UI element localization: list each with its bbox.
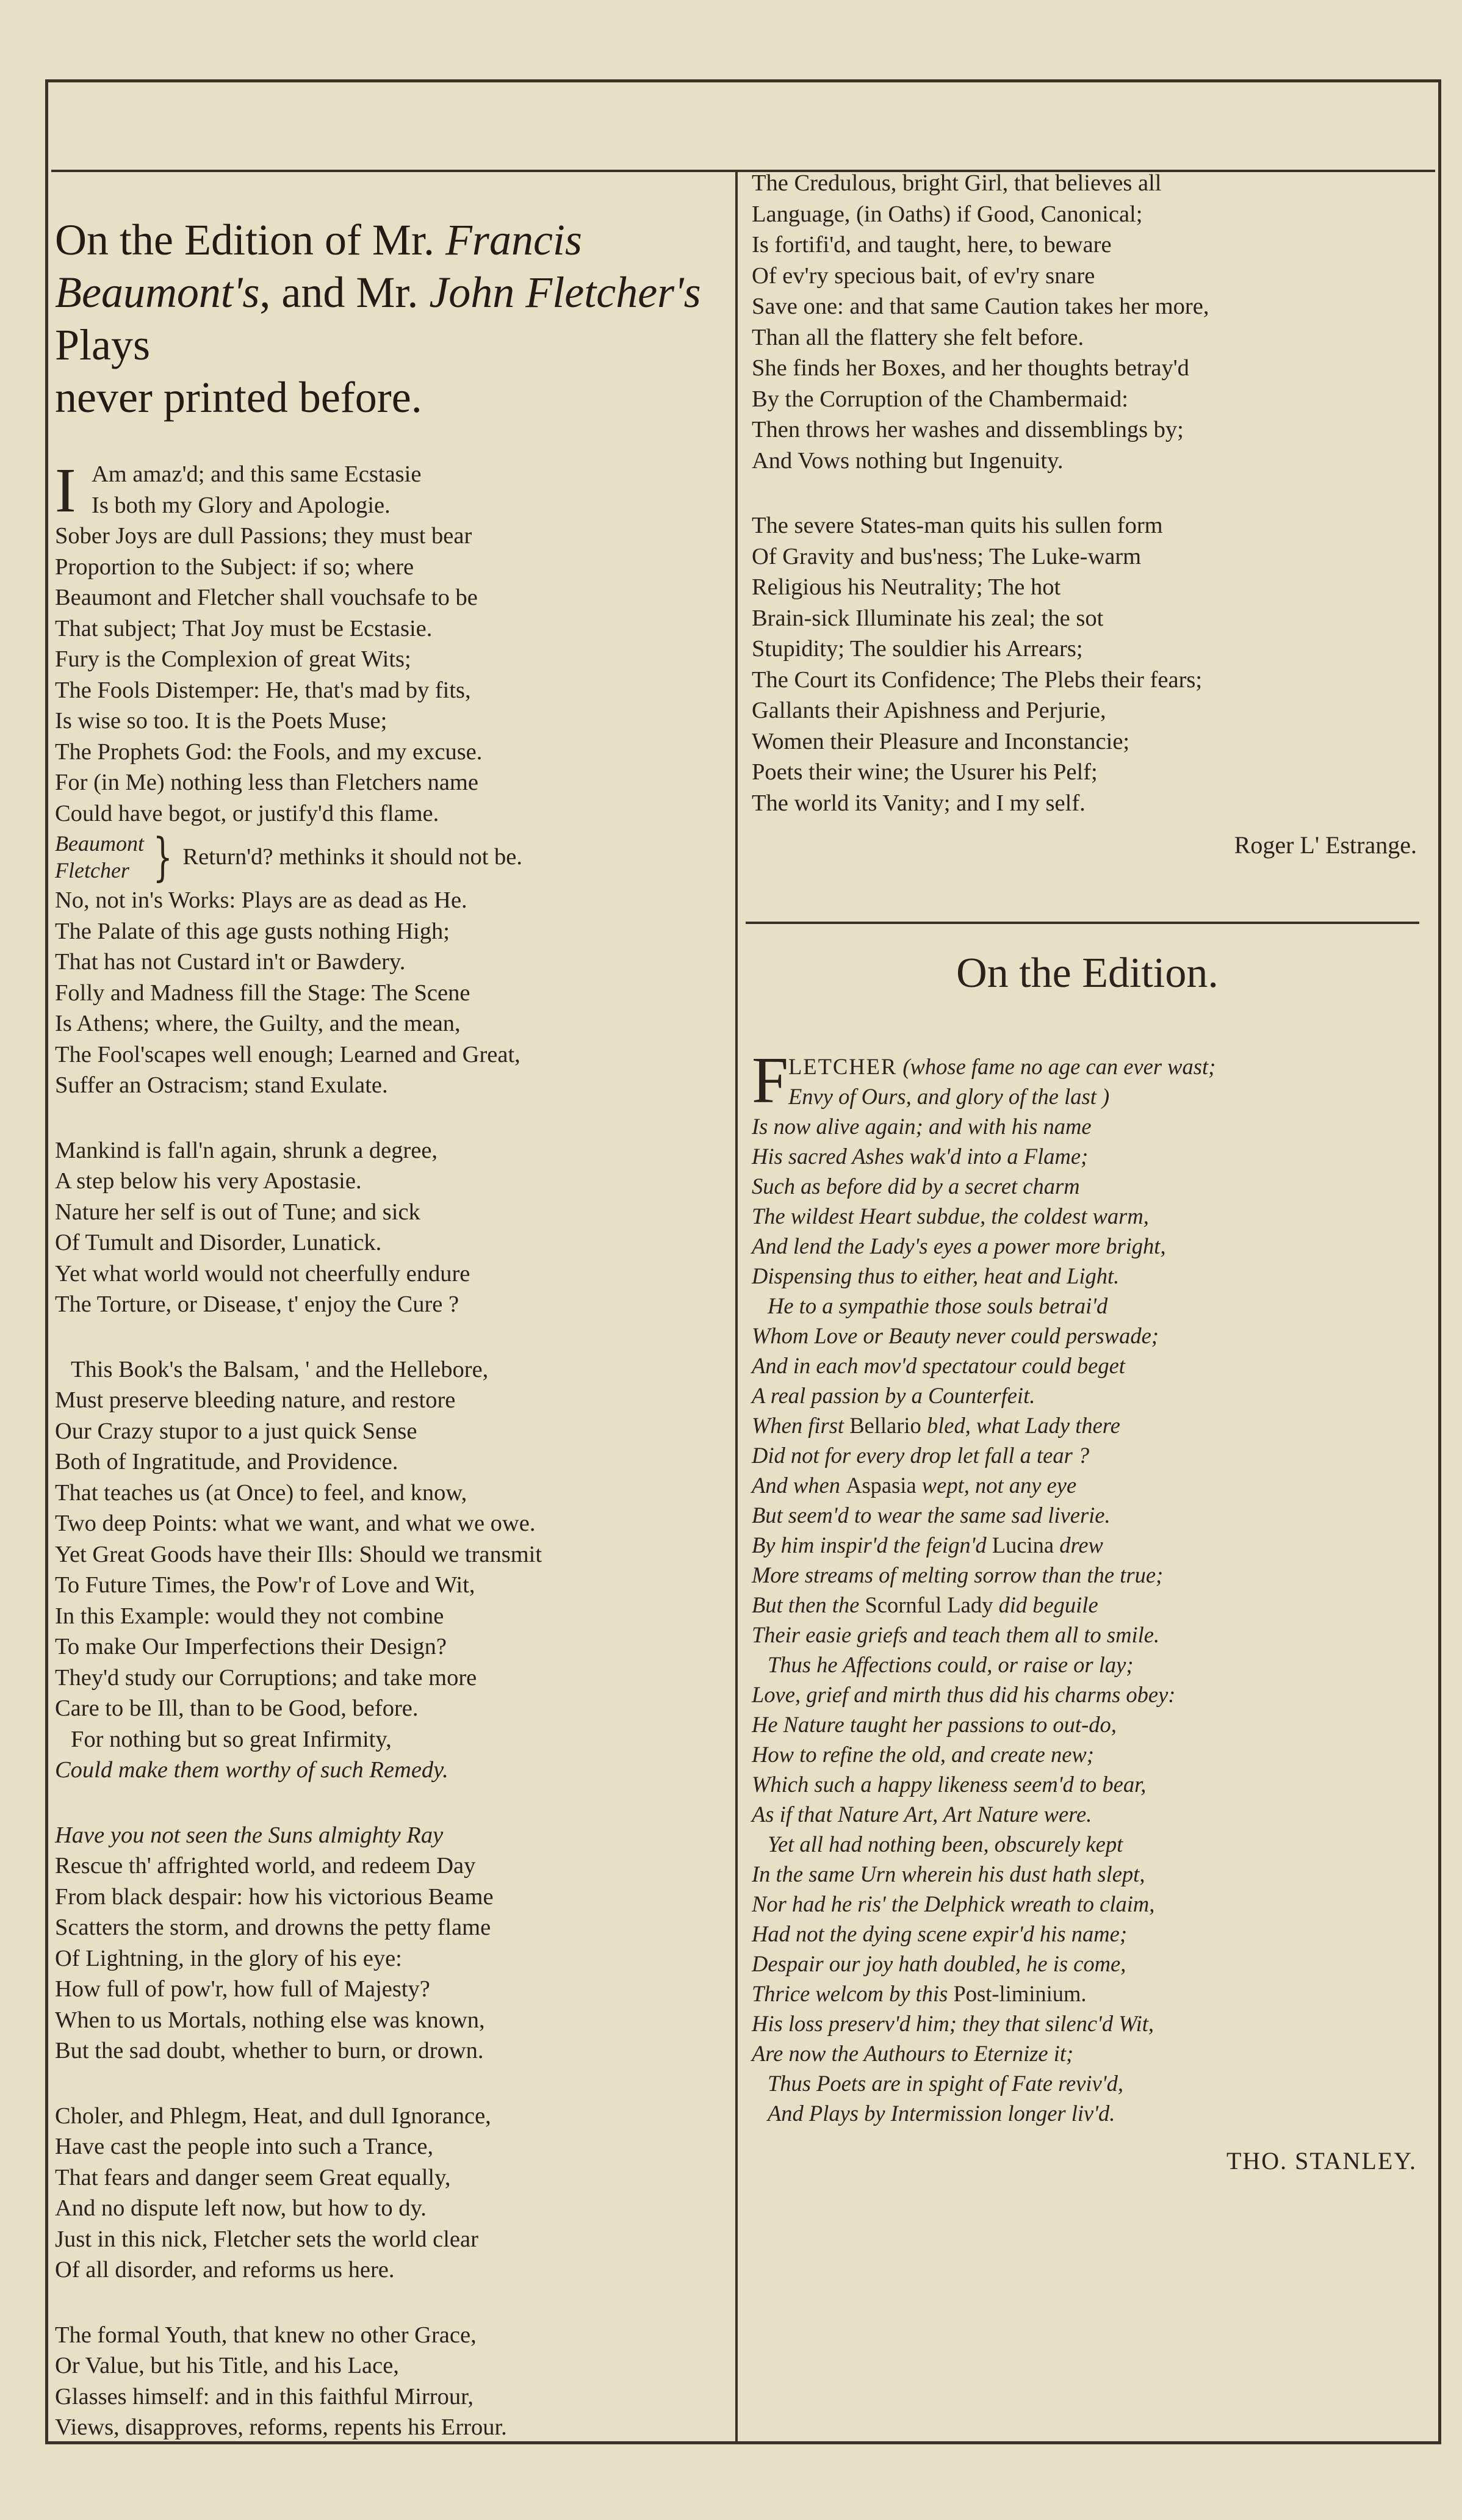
poem-line: Despair our joy hath doubled, he is come, (752, 1951, 1126, 1976)
poem-line: Nature her self is out of Tune; and sick (55, 1199, 420, 1225)
poem-line: Whom Love or Beauty never could perswade; (752, 1323, 1159, 1348)
poem-line: Could make them worthy of such Remedy. (55, 1757, 448, 1783)
signature: THO. STANLEY. (1226, 2147, 1417, 2175)
poem-line: In this Example: would they not combine (55, 1603, 444, 1629)
poem-line: Folly and Madness fill the Stage: The Scene (55, 980, 470, 1006)
drop-cap: F (752, 1044, 789, 1117)
poem-line: Suffer an Ostracism; stand Exulate. (55, 1072, 388, 1098)
poem-line: A step below his very Apostasie. (55, 1168, 362, 1194)
poem-line: Of Tumult and Disorder, Lunatick. (55, 1230, 382, 1255)
poem-line: Must preserve bleeding nature, and restore (55, 1387, 456, 1413)
poem-line: Of all disorder, and reforms us here. (55, 2257, 395, 2283)
poem-line: Stupidity; The souldier his Arrears; (752, 636, 1083, 662)
poem-line: Brain-sick Illuminate his zeal; the sot (752, 605, 1104, 631)
poem-line: Are now the Authours to Eternize it; (752, 2041, 1074, 2066)
poem-line: He to a sympathie those souls betrai'd (768, 1293, 1108, 1318)
stanza-6 (55, 2320, 726, 2443)
poem-line: For nothing but so great Infirmity, (71, 1726, 392, 1752)
section-title: On the Edition. (956, 950, 1219, 997)
poem-line: Have you not seen the Suns almighty Ray (55, 1822, 444, 1848)
section-divider (746, 922, 1419, 924)
poem-line: Care to be Ill, than to be Good, before. (55, 1695, 419, 1721)
poem-line: How full of pow'r, how full of Majesty? (55, 1976, 430, 2002)
poem-line: He Nature taught her passions to out-do, (752, 1712, 1117, 1737)
poem-line: By him inspir'd the feign'd Lucina drew (752, 1533, 1103, 1558)
poem-line: Religious his Neutrality; The hot (752, 574, 1061, 600)
stanza-3 (55, 1354, 726, 1786)
poem-line: Our Crazy stupor to a just quick Sense (55, 1418, 417, 1444)
poem-line: The Torture, or Disease, t' enjoy the Cure ? (55, 1291, 459, 1317)
poem-line: Fury is the Complexion of great Wits; (55, 646, 411, 672)
poem-line: And when Aspasia wept, not any eye (752, 1473, 1077, 1498)
poem-line: Is fortifi'd, and taught, here, to beware (752, 232, 1112, 258)
brace-icon: } (153, 827, 173, 887)
poem-line: They'd study our Corruptions; and take more (55, 1664, 477, 1691)
drop-cap-block (752, 1044, 1423, 1117)
poem-line: Language, (in Oaths) if Good, Canonical; (752, 201, 1143, 227)
poem-line: This Book's the Balsam, ' and the Hellebore, (71, 1356, 489, 1382)
bracketed-names: Beaumont Fletcher (55, 831, 144, 883)
poem-line: The Prophets God: the Fools, and my excuse. (55, 738, 483, 765)
poem-line: Views, disapproves, reforms, repents his Errour. (55, 2414, 507, 2440)
poem-line: Or Value, but his Title, and his Lace, (55, 2353, 399, 2378)
poem-line: Is both my Glory and Apologie. (92, 492, 391, 518)
poem-line: Yet Great Goods have their Ills: Should we transmit (55, 1541, 542, 1567)
right-column-bottom (752, 949, 1423, 2175)
poem-line: And Plays by Intermission longer liv'd. (768, 2101, 1115, 2126)
stanza-1 (55, 455, 726, 1101)
stanza-5 (55, 2101, 726, 2286)
poem-line: His loss preserv'd him; they that silenc'd Wit, (752, 2011, 1154, 2036)
poem-line: The formal Youth, that knew no other Grace, (55, 2322, 477, 2348)
poem-line: The Fool'scapes well enough; Learned and Great, (55, 1041, 520, 1067)
poem-line: No, not in's Works: Plays are as dead as He. (55, 887, 467, 913)
poem-line: Had not the dying scene expir'd his name; (752, 1921, 1127, 1946)
poem-line: She finds her Boxes, and her thoughts betray'd (752, 355, 1189, 381)
poem-line: When to us Mortals, nothing else was known, (55, 2007, 485, 2033)
poem-line: Than all the flattery she felt before. (752, 324, 1084, 350)
poem-line: Is Athens; where, the Guilty, and the mean, (55, 1011, 461, 1036)
poem-line: The Credulous, bright Girl, that believes all (752, 170, 1162, 196)
poem-line: Save one: and that same Caution takes her more, (752, 294, 1209, 319)
poem-title: On the Edition of Mr. Francis Beaumont's, and Mr. John Fletcher's Plays never printed before. (55, 215, 701, 422)
poem-line: Such as before did by a secret charm (752, 1174, 1080, 1199)
poem-line: In the same Urn wherein his dust hath slept, (752, 1861, 1145, 1886)
poem-line: When first Bellario bled, what Lady there (752, 1413, 1120, 1438)
poem-line: Thus Poets are in spight of Fate reviv'd, (768, 2071, 1123, 2096)
bracketed-names-line: Beaumont Fletcher } Return'd? methinks it should not be. (55, 827, 522, 887)
poem-line: For (in Me) nothing less than Fletchers name (55, 770, 478, 795)
poem-line: Then throws her washes and dissemblings by; (752, 417, 1184, 442)
column-divider (735, 172, 738, 2441)
poem-line: Which such a happy likeness seem'd to bear, (752, 1772, 1147, 1797)
poem-line: But seem'd to wear the same sad liverie. (752, 1503, 1111, 1528)
poem-line: Nor had he ris' the Delphick wreath to claim, (752, 1891, 1155, 1916)
poem-line: Am amaz'd; and this same Ecstasie (92, 461, 422, 487)
poem-line: How to refine the old, and create new; (752, 1742, 1094, 1767)
poem-line: And in each mov'd spectatour could beget (752, 1353, 1125, 1378)
poem-line: That fears and danger seem Great equally, (55, 2164, 451, 2190)
drop-cap: I (55, 455, 76, 525)
poem-line: Scatters the storm, and drowns the petty flame (55, 1915, 491, 1940)
poem-line: His sacred Ashes wak'd into a Flame; (752, 1144, 1089, 1169)
poem-line: The world its Vanity; and I my self. (752, 790, 1086, 816)
stanza-continued-1 (752, 168, 1423, 476)
poem-line: Dispensing thus to either, heat and Light. (752, 1263, 1120, 1288)
stanza-4 (55, 1820, 726, 2067)
signature: Roger L' Estrange. (1234, 831, 1417, 859)
poem-line: Thus he Affections could, or raise or lay; (768, 1652, 1134, 1677)
right-column-top (752, 168, 1423, 859)
poem-line: And lend the Lady's eyes a power more bright, (752, 1233, 1166, 1258)
poem-line: The Palate of this age gusts nothing High; (55, 918, 450, 944)
poem-line: Yet what world would not cheerfully endure (55, 1260, 470, 1287)
poem-line: Beaumont and Fletcher shall vouchsafe to be (55, 585, 478, 610)
poem-line: Could have begot, or justify'd this flame. (55, 800, 439, 826)
poem-line: More streams of melting sorrow than the true; (752, 1562, 1164, 1587)
poem-line: Glasses himself: and in this faithful Mirrour, (55, 2383, 474, 2410)
poem-line: Gallants their Apishness and Perjurie, (752, 698, 1106, 723)
top-rule (45, 79, 1441, 82)
stanza-2 (55, 1135, 726, 1320)
poem-line: Yet all had nothing been, obscurely kept (768, 1832, 1123, 1857)
poem-line: Thrice welcom by this Post-liminium. (752, 1981, 1087, 2006)
poem-line: But then the Scornful Lady did beguile (752, 1592, 1098, 1617)
poem-line: And Vows nothing but Ingenuity. (752, 447, 1064, 474)
poem-line: That subject; That Joy must be Ecstasie. (55, 615, 433, 641)
poem-line: Love, grief and mirth thus did his charms obey: (752, 1682, 1176, 1707)
poem-line: Just in this nick, Fletcher sets the world clear (55, 2226, 478, 2252)
poem-line: Both of Ingratitude, and Providence. (55, 1449, 398, 1475)
drop-cap-block (55, 455, 726, 525)
poem-line: Envy of Ours, and glory of the last ) (788, 1084, 1110, 1109)
poem-line: Mankind is fall'n again, shrunk a degree, (55, 1137, 438, 1163)
poem-line: Proportion to the Subject: if so; where (55, 554, 414, 580)
left-column (55, 214, 726, 2477)
poem-line: Choler, and Phlegm, Heat, and dull Ignorance, (55, 2103, 491, 2129)
poem-line: The severe States-man quits his sullen form (752, 513, 1163, 538)
poem-line: To make Our Imperfections their Design? (55, 1634, 447, 1659)
poem-line: Did not for every drop let fall a tear ? (752, 1443, 1090, 1468)
poem-line: Is now alive again; and with his name (752, 1114, 1092, 1139)
poem-line: But the sad doubt, whether to burn, or drown. (55, 2038, 484, 2063)
poem-line: And no dispute left now, but how to dy. (55, 2195, 427, 2221)
stanza-continued-2 (752, 510, 1423, 818)
poem-line: Have cast the people into such a Trance, (55, 2134, 434, 2159)
poem-line: Sober Joys are dull Passions; they must bear (55, 523, 472, 549)
poem-line: LETCHER (whose fame no age can ever wast; (788, 1054, 1216, 1079)
poem-line: From black despair: how his victorious Beame (55, 1883, 494, 1910)
poem-line: As if that Nature Art, Art Nature were. (752, 1802, 1092, 1827)
poem-line: That has not Custard in't or Bawdery. (55, 949, 406, 975)
poem-line: The Fools Distemper: He, that's mad by fits, (55, 677, 471, 703)
poem-line: A real passion by a Counterfeit. (752, 1383, 1035, 1408)
poem-line: That teaches us (at Once) to feel, and know, (55, 1479, 467, 1506)
poem-line: Two deep Points: what we want, and what we owe. (55, 1511, 536, 1536)
poem-line: The Court its Confidence; The Plebs their fears; (752, 666, 1203, 693)
poem-line: Rescue th' affrighted world, and redeem Day (55, 1853, 476, 1879)
poem-line: By the Corruption of the Chambermaid: (752, 386, 1128, 412)
poem-line: The wildest Heart subdue, the coldest warm, (752, 1204, 1149, 1229)
poem-line: Of Lightning, in the glory of his eye: (55, 1945, 402, 1971)
poem-line: Poets their wine; the Usurer his Pelf; (752, 759, 1098, 785)
poem-line: Is wise so too. It is the Poets Muse; (55, 708, 387, 734)
poem-line: Women their Pleasure and Inconstancie; (752, 728, 1130, 754)
poem-line: Of ev'ry specious bait, of ev'ry snare (752, 262, 1095, 289)
poem-line: To Future Times, the Pow'r of Love and Wit, (55, 1572, 475, 1598)
poem-line: Their easie griefs and teach them all to smile. (752, 1622, 1160, 1647)
poem-line: Of Gravity and bus'ness; The Luke-warm (752, 543, 1142, 569)
